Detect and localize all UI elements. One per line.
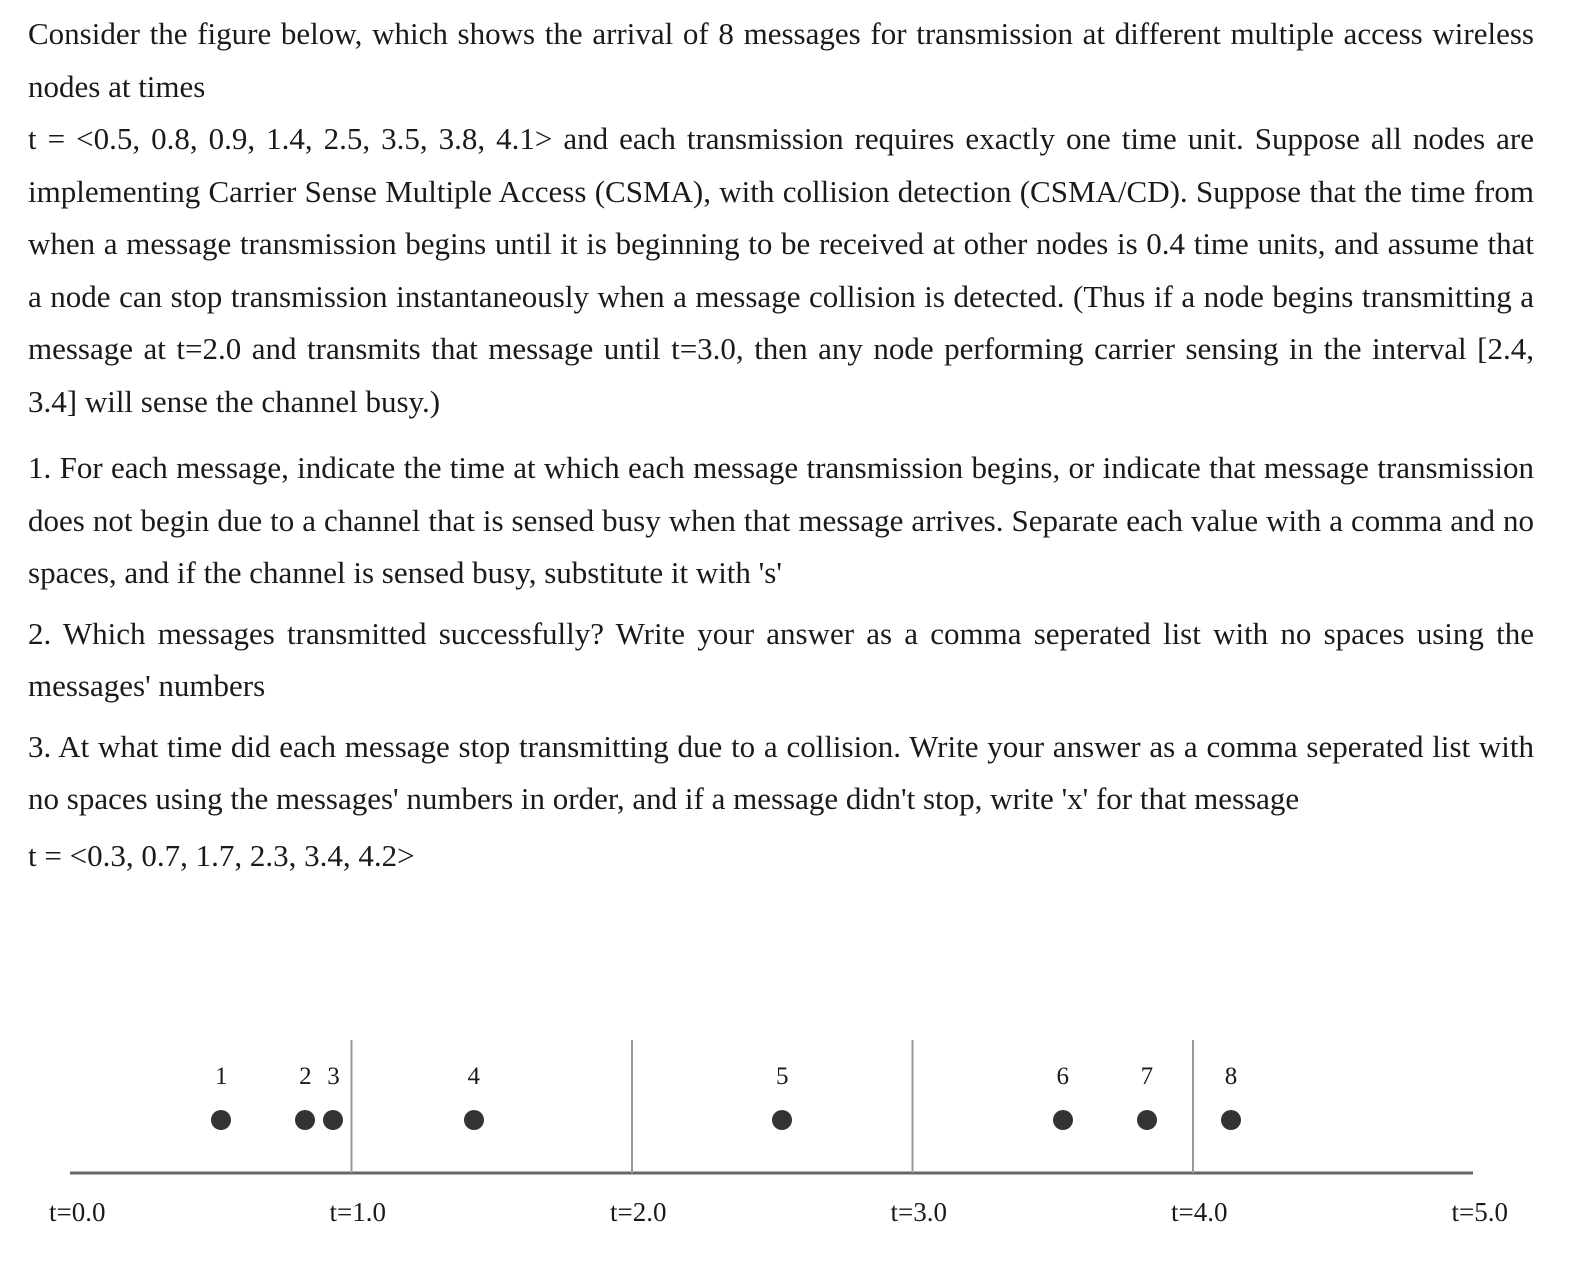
message-timeline-figure xyxy=(0,1030,1583,1260)
question-1: 1. For each message, indicate the time at which each message transmission begins, or indicate that message transmission does not begin due to a channel that is sensed busy when that message arrives. Separate each value with a comma and no spaces, and if the channel is sensed busy, substitute it with 's' xyxy=(28,450,1534,590)
message-number-label: 8 xyxy=(1224,1063,1238,1090)
question-3: 3. At what time did each message stop transmitting due to a collision. Write your answer as a comma seperated list with no spaces using the messages' numbers in order, and if a message didn't stop, write 'x' for that message xyxy=(28,728,1534,816)
message-arrival-dot xyxy=(464,1110,484,1130)
message-number-label: 5 xyxy=(776,1063,789,1090)
times-line: t = <0.3, 0.7, 1.7, 2.3, 3.4, 4.2> xyxy=(28,837,415,873)
tick-label: t=2.0 xyxy=(610,1197,667,1227)
message-number-label: 6 xyxy=(1056,1063,1069,1090)
message-number-label: 2 xyxy=(299,1063,312,1090)
message-arrival-dot xyxy=(1053,1110,1073,1130)
message-arrival-dot xyxy=(1221,1110,1241,1130)
tick-label: t=3.0 xyxy=(890,1197,947,1227)
tick-label: t=1.0 xyxy=(329,1197,386,1227)
tick-label: t=4.0 xyxy=(1171,1197,1228,1227)
message-number-label: 4 xyxy=(467,1063,480,1090)
intro-line1: Consider the figure below, which shows the arrival of 8 messages for transmission at different multiple access wireless nodes at times xyxy=(28,16,1534,104)
question-2: 2. Which messages transmitted successfully? Write your answer as a comma seperated list with no spaces using the messages' numbers xyxy=(28,615,1534,703)
message-number-label: 1 xyxy=(215,1063,228,1090)
message-number-label: 3 xyxy=(327,1063,340,1090)
message-arrival-dot xyxy=(1137,1110,1157,1130)
problem-text xyxy=(28,8,1534,882)
intro-paragraph xyxy=(28,8,1534,428)
message-number-label: 7 xyxy=(1140,1063,1154,1090)
tick-label: t=0.0 xyxy=(49,1197,106,1227)
tick-label: t=5.0 xyxy=(1451,1197,1508,1227)
intro-rest: t = <0.5, 0.8, 0.9, 1.4, 2.5, 3.5, 3.8, 4.1> and each transmission requires exactly one time unit. Suppose all nodes are implementing Carrier Sense Multiple Access (CSMA), with collision detection (CSMA/CD). Suppose that the time from when a message transmission begins until it is beginning to be received at other nodes is 0.4 time units, and assume that a node can stop transmission instantaneously when a message collision is detected. (Thus if a node begins transmitting a message at t=2.0 and transmits that message until t=3.0, then any node performing carrier sensing in the interval [2.4, 3.4] will sense the channel busy.) xyxy=(28,121,1534,419)
